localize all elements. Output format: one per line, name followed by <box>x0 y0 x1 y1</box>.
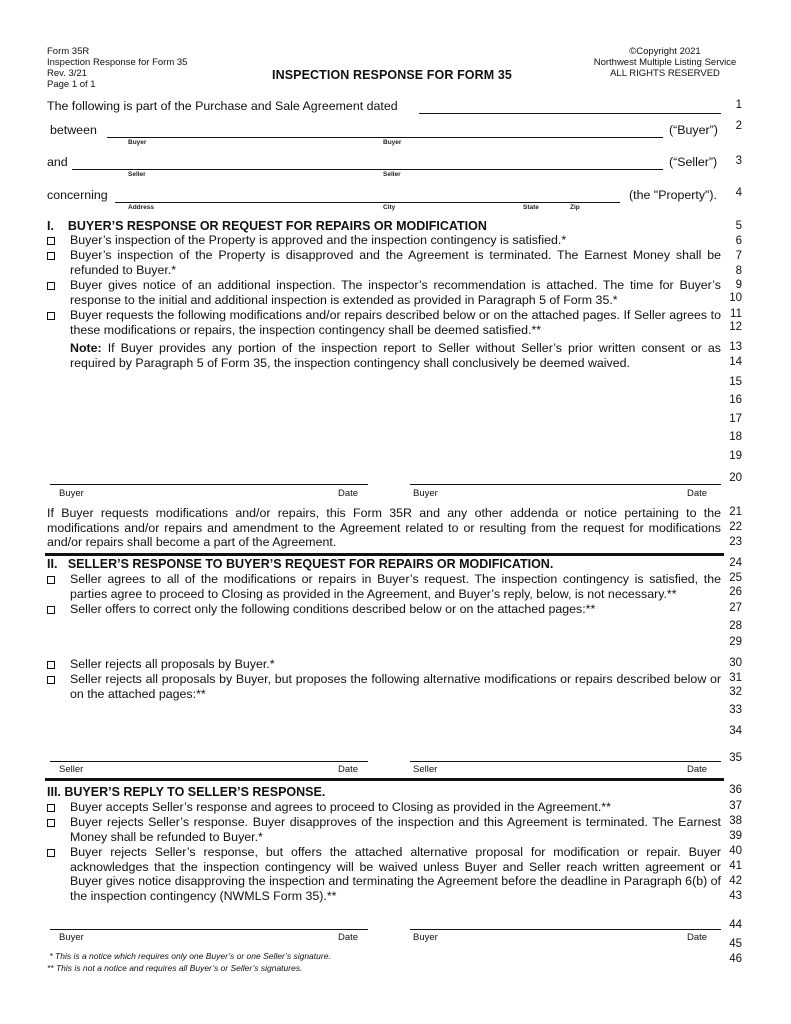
seller-names-field[interactable] <box>72 169 663 170</box>
rights-notice: ALL RIGHTS RESERVED <box>610 68 720 79</box>
checkbox-s3-rejects-offers[interactable] <box>47 849 55 857</box>
line-number: 16 <box>729 394 742 406</box>
line-number: 32 <box>729 686 742 698</box>
copyright: ©Copyright 2021 <box>629 46 701 57</box>
seller-sublabel-2: Seller <box>383 171 401 178</box>
line-number: 6 <box>735 235 742 247</box>
s2-seller-signature-line-1[interactable] <box>50 761 368 762</box>
s3-option-accepts: Buyer accepts Seller’s response and agrees to proceed to Closing as provided in the Agreement.** <box>70 800 611 814</box>
note-text: If Buyer provides any portion of the inspection report to Seller without Seller’s prior written consent or as required by Paragraph 5 of Form 35, the inspection contingency shall conclusively be deemed waived. <box>70 341 721 370</box>
checkbox-s3-rejects-terminates[interactable] <box>47 819 55 827</box>
agreement-dated-label: The following is part of the Purchase and Sale Agreement dated <box>47 99 398 113</box>
property-field[interactable] <box>115 202 620 203</box>
checkbox-s1-disapproved[interactable] <box>47 252 55 260</box>
buyer-names-field[interactable] <box>107 137 663 138</box>
s2-option-agrees-all: Seller agrees to all of the modifications or repairs in Buyer’s request. The inspection contingency is satisfied, the parties agree to proceed to Closing as provided in the Agreement, and Buyer’s reply, below, is not necessary.** <box>70 572 721 601</box>
line-number: 13 <box>729 341 742 353</box>
line-number: 35 <box>729 752 742 764</box>
line-number: 19 <box>729 450 742 462</box>
line-number: 25 <box>729 572 742 584</box>
line-number: 17 <box>729 413 742 425</box>
organization: Northwest Multiple Listing Service <box>593 57 737 68</box>
s3-sig-1-party: Buyer <box>59 932 84 943</box>
s1-sig-1-date: Date <box>338 488 359 499</box>
checkbox-s1-additional-inspection[interactable] <box>47 282 55 290</box>
concerning-label: concerning <box>47 188 108 202</box>
line-number: 15 <box>729 376 742 388</box>
line-number: 7 <box>735 250 742 262</box>
and-label: and <box>47 155 68 169</box>
s2-seller-signature-line-2[interactable] <box>410 761 721 762</box>
line-number: 33 <box>729 704 742 716</box>
line-number: 12 <box>729 321 742 333</box>
address-sublabel: Address <box>128 204 155 211</box>
checkbox-s2-agrees-all[interactable] <box>47 576 55 584</box>
line-number: 2 <box>735 120 742 132</box>
s2-option-offers-correct: Seller offers to correct only the following conditions described below or on the attached pages:** <box>70 602 596 616</box>
buyer-sublabel-1: Buyer <box>128 139 147 146</box>
line-number: 28 <box>729 620 742 632</box>
line-number: 24 <box>729 557 742 569</box>
checkbox-s2-offers-correct[interactable] <box>47 606 55 614</box>
line-number: 37 <box>729 800 742 812</box>
s1-option-disapproved: Buyer’s inspection of the Property is disapproved and the Agreement is terminated. The Earnest Money shall be refunded to Buyer.* <box>70 248 721 277</box>
s2-option-rejects-all: Seller rejects all proposals by Buyer.* <box>70 657 275 671</box>
s1-sig-2-date: Date <box>687 488 708 499</box>
form-revision: Rev. 3/21 <box>47 68 87 79</box>
line-number: 43 <box>729 890 742 902</box>
line-number: 38 <box>729 815 742 827</box>
line-number: 5 <box>735 220 742 232</box>
between-label: between <box>50 123 97 137</box>
note-label: Note: <box>70 341 102 355</box>
s1-buyer-signature-line-2[interactable] <box>410 484 721 485</box>
line-number: 41 <box>729 860 742 872</box>
form-id: Form 35R <box>47 46 90 57</box>
line-number: 29 <box>729 636 742 648</box>
s2-sig-2-date: Date <box>687 764 708 775</box>
form-name: Inspection Response for Form 35 <box>47 57 188 68</box>
section-divider-2 <box>45 778 724 781</box>
line-number: 42 <box>729 875 742 887</box>
s3-sig-2-party: Buyer <box>413 932 438 943</box>
line-number: 1 <box>735 99 742 111</box>
agreement-date-field[interactable] <box>419 113 721 114</box>
checkbox-s1-approved[interactable] <box>47 237 55 245</box>
line-number: 23 <box>729 536 742 548</box>
line-number: 18 <box>729 431 742 443</box>
s2-sig-1-party: Seller <box>59 764 84 775</box>
s3-option-rejects-offers: Buyer rejects Seller’s response, but offers the attached alternative proposal for modification or repair. Buyer acknowledges that the inspection contingency will be waived unless Buyer and Seller reach written agreement or Buyer gives notice disapproving the inspection and terminating the Agreement before the deadline in Paragraph 6(b) of the inspection contingency (NWMLS Form 35).** <box>70 845 721 903</box>
line-number: 14 <box>729 356 742 368</box>
line-number: 9 <box>735 279 742 291</box>
city-sublabel: City <box>383 204 396 211</box>
s2-option-rejects-proposes: Seller rejects all proposals by Buyer, but proposes the following alternative modifications or repairs described below or on the attached pages:** <box>70 672 721 701</box>
seller-sublabel-1: Seller <box>128 171 146 178</box>
s1-option-request-repairs: Buyer requests the following modifications and/or repairs described below or on the attached pages. If Seller agrees to these modifications or repairs, the inspection contingency shall be deemed satisfied.** <box>70 308 721 337</box>
s3-sig-1-date: Date <box>338 932 359 943</box>
s1-option-additional-inspection: Buyer gives notice of an additional inspection. The inspector’s recommendation is attached. The time for Buyer’s response to the initial and additional inspection is extended as provided in Paragraph 5 of Form 35.* <box>70 278 721 307</box>
section-1-title: I. BUYER’S RESPONSE OR REQUEST FOR REPAIRS OR MODIFICATION <box>47 219 487 233</box>
s1-sig-2-party: Buyer <box>413 488 438 499</box>
seller-suffix: (“Seller”) <box>669 155 718 169</box>
line-number: 11 <box>730 308 742 320</box>
line-number: 22 <box>729 521 742 533</box>
line-number: 31 <box>729 672 742 684</box>
checkbox-s1-request-repairs[interactable] <box>47 312 55 320</box>
line-number: 26 <box>729 586 742 598</box>
line-number: 36 <box>729 784 742 796</box>
line-number: 27 <box>729 602 742 614</box>
line-number: 34 <box>729 725 742 737</box>
state-sublabel: State <box>523 204 539 211</box>
s1-sig-1-party: Buyer <box>59 488 84 499</box>
line-number: 44 <box>729 919 742 931</box>
s3-buyer-signature-line-1[interactable] <box>50 929 368 930</box>
document-title: INSPECTION RESPONSE FOR FORM 35 <box>272 68 512 82</box>
line-number: 20 <box>729 472 742 484</box>
section-divider-1 <box>45 553 724 556</box>
checkbox-s3-accepts[interactable] <box>47 804 55 812</box>
form-header-right <box>575 46 755 79</box>
line-number: 30 <box>729 657 742 669</box>
zip-sublabel: Zip <box>570 204 580 211</box>
page-indicator: Page 1 of 1 <box>47 79 96 90</box>
buyer-suffix: (“Buyer”) <box>669 123 718 137</box>
line-number: 21 <box>729 506 742 518</box>
line-number: 46 <box>729 953 742 965</box>
s1-buyer-signature-line-1[interactable] <box>50 484 368 485</box>
line-number: 10 <box>729 292 742 304</box>
s3-buyer-signature-line-2[interactable] <box>410 929 721 930</box>
s3-option-rejects-terminates: Buyer rejects Seller’s response. Buyer disapproves of the inspection and this Agreement is terminated. The Earnest Money shall be refunded to Buyer.* <box>70 815 721 844</box>
section-2-title: II. SELLER’S RESPONSE TO BUYER’S REQUEST FOR REPAIRS OR MODIFICATION. <box>47 557 554 571</box>
addenda-paragraph: If Buyer requests modifications and/or repairs, this Form 35R and any other addenda or notice pertaining to the modifications and/or repairs and amendment to the Agreement related to or resulting from the request for modifications and/or repairs shall become a part of the Agreement. <box>47 506 721 549</box>
footnote-single-asterisk: * This is a notice which requires only one Buyer’s or one Seller’s signature. <box>47 951 331 961</box>
s3-sig-2-date: Date <box>687 932 708 943</box>
property-suffix: (the "Property"). <box>629 188 717 202</box>
form-header-left <box>47 46 187 90</box>
footnote-double-asterisk: ** This is not a notice and requires all Buyer’s or Seller’s signatures. <box>47 963 303 973</box>
line-number: 4 <box>735 187 742 199</box>
line-number: 8 <box>735 265 742 277</box>
s1-option-approved: Buyer’s inspection of the Property is approved and the inspection contingency is satisfied.* <box>70 233 567 247</box>
line-number: 3 <box>735 155 742 167</box>
checkbox-s2-rejects-proposes[interactable] <box>47 676 55 684</box>
buyer-sublabel-2: Buyer <box>383 139 402 146</box>
line-number: 40 <box>729 845 742 857</box>
line-number: 39 <box>729 830 742 842</box>
s2-sig-2-party: Seller <box>413 764 438 775</box>
line-number: 45 <box>729 938 742 950</box>
s1-note <box>70 341 721 370</box>
checkbox-s2-rejects-all[interactable] <box>47 661 55 669</box>
section-3-title: III. BUYER’S REPLY TO SELLER’S RESPONSE. <box>47 785 326 799</box>
s2-sig-1-date: Date <box>338 764 359 775</box>
